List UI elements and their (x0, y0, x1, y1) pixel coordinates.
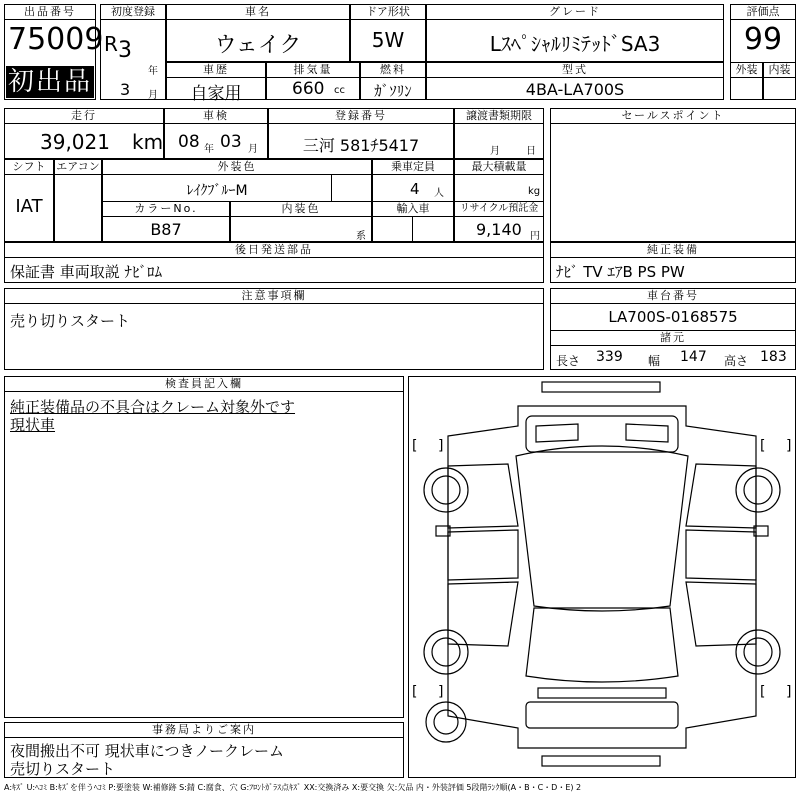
lot-label: 出品番号 (4, 4, 96, 20)
interior-label: 内装 (763, 62, 796, 78)
exterior-score-cell (730, 77, 763, 100)
door-label: ドア形状 (350, 4, 426, 20)
import-cell-a (372, 216, 413, 242)
bracket-front-right-close: ] (786, 438, 792, 454)
sales-point-box (550, 108, 796, 242)
km-unit: km (132, 130, 164, 154)
bracket-front-left-close: ] (438, 438, 444, 454)
bracket-front-right: [ (760, 438, 766, 454)
cc-unit: cc (334, 85, 345, 96)
transfer-label: 譲渡書類期限 (454, 108, 544, 124)
length-label: 長さ (556, 354, 581, 368)
width: 147 (680, 349, 707, 365)
inspection-month-unit: 月 (248, 144, 258, 155)
bracket-rear-left: [ (412, 684, 418, 700)
notes-label: 注意事項欄 (4, 288, 544, 304)
recycle-amount: 9,140 (476, 220, 522, 239)
load-unit: kg (528, 186, 541, 197)
transfer-month: 月 (490, 146, 500, 157)
ext-color-label: 外装色 (102, 159, 372, 175)
inspection-year: 08 (178, 132, 200, 152)
inspection-year-unit: 年 (204, 144, 214, 155)
genuine-equipment: ﾅﾋﾞ TV ｴｱB PS PW (556, 263, 685, 281)
color-no: B87 (150, 220, 182, 239)
inspector-label: 検査員記入欄 (4, 376, 404, 392)
first-reg-label: 初度登録 (100, 4, 166, 20)
car-name: ウェイク (214, 33, 302, 58)
reg-month: 3 (120, 80, 131, 99)
legend: A:ｷｽﾞ U:ﾍｺﾐ B:ｷｽﾞを伴うﾍｺﾐ P:要塗装 W:補修跡 S:錆 C:腐食、穴 G:ﾌﾛﾝﾄｶﾞﾗｽ点ｷｽﾞ XX:交換済み X:要交換 欠:欠品 内・外装評価 5段階ﾗﾝｸ順(A・B・C・D・E) 2 (4, 783, 582, 792)
chassis-label: 車台番号 (550, 288, 796, 304)
import-label: 輸入車 (372, 201, 454, 217)
int-color-label: 内装色 (230, 201, 372, 217)
model: 4BA-LA700S (525, 80, 625, 99)
exterior-label: 外装 (730, 62, 763, 78)
fuel: ｶﾞｿﾘﾝ (374, 82, 412, 100)
fuel-label: 燃料 (360, 62, 426, 78)
score-label: 評価点 (730, 4, 796, 20)
office-line2: 売切りスタート (10, 760, 116, 778)
recycle-label: リサイクル預託金 (454, 201, 544, 217)
interior-score-cell (763, 77, 796, 100)
model-label: 型式 (426, 62, 724, 78)
later-parts-label: 後日発送部品 (4, 242, 544, 258)
inspection-label: 車検 (164, 108, 268, 124)
later-parts: 保証書 車両取説 ﾅﾋﾞﾛﾑ (10, 263, 163, 281)
year-unit: 年 (148, 66, 158, 77)
load-label: 最大積載量 (454, 159, 544, 175)
inspection-month: 03 (220, 132, 242, 152)
aircon-label: エアコン (54, 159, 102, 175)
grade: LｽﾍﾟｼｬﾙﾘﾐﾃｯﾄﾞSA3 (489, 32, 661, 56)
car-name-label: 車名 (166, 4, 350, 20)
height: 183 (760, 349, 787, 365)
plate-label: 登録番号 (268, 108, 454, 124)
grade-label: グレード (426, 4, 724, 20)
bracket-rear-left-close: ] (438, 684, 444, 700)
history: 自家用 (190, 84, 242, 104)
era-year: 3 (118, 38, 132, 63)
lot-number: 75009 (8, 22, 104, 57)
score: 99 (743, 22, 783, 57)
color-no-label: カラーNo. (102, 201, 230, 217)
capacity: 4 (410, 180, 420, 198)
recycle-unit: 円 (530, 231, 540, 242)
chassis-number: LA700S-0168575 (608, 308, 738, 326)
mileage: 39,021 (40, 130, 110, 154)
capacity-label: 乗車定員 (372, 159, 454, 175)
genuine-label: 純正装備 (550, 242, 796, 258)
month-unit: 月 (148, 90, 158, 101)
era: R (104, 32, 118, 56)
bracket-front-left: [ (412, 438, 418, 454)
door-type: 5W (371, 28, 405, 52)
bracket-rear-right: [ (760, 684, 766, 700)
ext-color: ﾚｲｸﾌﾞﾙｰM (186, 183, 248, 199)
import-cell-b (412, 216, 454, 242)
office-label: 事務局よりご案内 (4, 722, 404, 738)
notes-text: 売り切りスタート (10, 312, 131, 330)
sales-point-label: セールスポイント (550, 108, 796, 124)
inspector-box (4, 376, 404, 718)
int-color-unit: 系 (356, 231, 366, 242)
shift-label: シフト (4, 159, 54, 175)
first-listing-badge: 初出品 (7, 67, 92, 97)
capacity-unit: 人 (434, 188, 444, 199)
bracket-rear-right-close: ] (786, 684, 792, 700)
history-label: 車歴 (166, 62, 266, 78)
displacement: 660 (292, 79, 325, 99)
height-label: 高さ (724, 354, 749, 368)
aircon-cell (54, 174, 102, 242)
int-color-cell (230, 216, 372, 242)
plate-number: 三河 581ﾁ5417 (302, 136, 420, 155)
inspector-line2: 現状車 (10, 416, 56, 434)
office-line1: 夜間搬出不可 現状車につきノークレーム (10, 742, 285, 760)
inspector-line1: 純正装備品の不具合はクレーム対象外です (10, 398, 296, 416)
width-label: 幅 (648, 354, 661, 368)
transfer-day: 日 (526, 146, 536, 157)
ext-color-extra-cell (331, 174, 372, 202)
displacement-label: 排気量 (266, 62, 360, 78)
car-diagram (408, 376, 796, 778)
length: 339 (596, 349, 623, 365)
dims-label: 諸元 (550, 330, 796, 346)
mileage-label: 走行 (4, 108, 164, 124)
shift: IAT (15, 196, 43, 217)
